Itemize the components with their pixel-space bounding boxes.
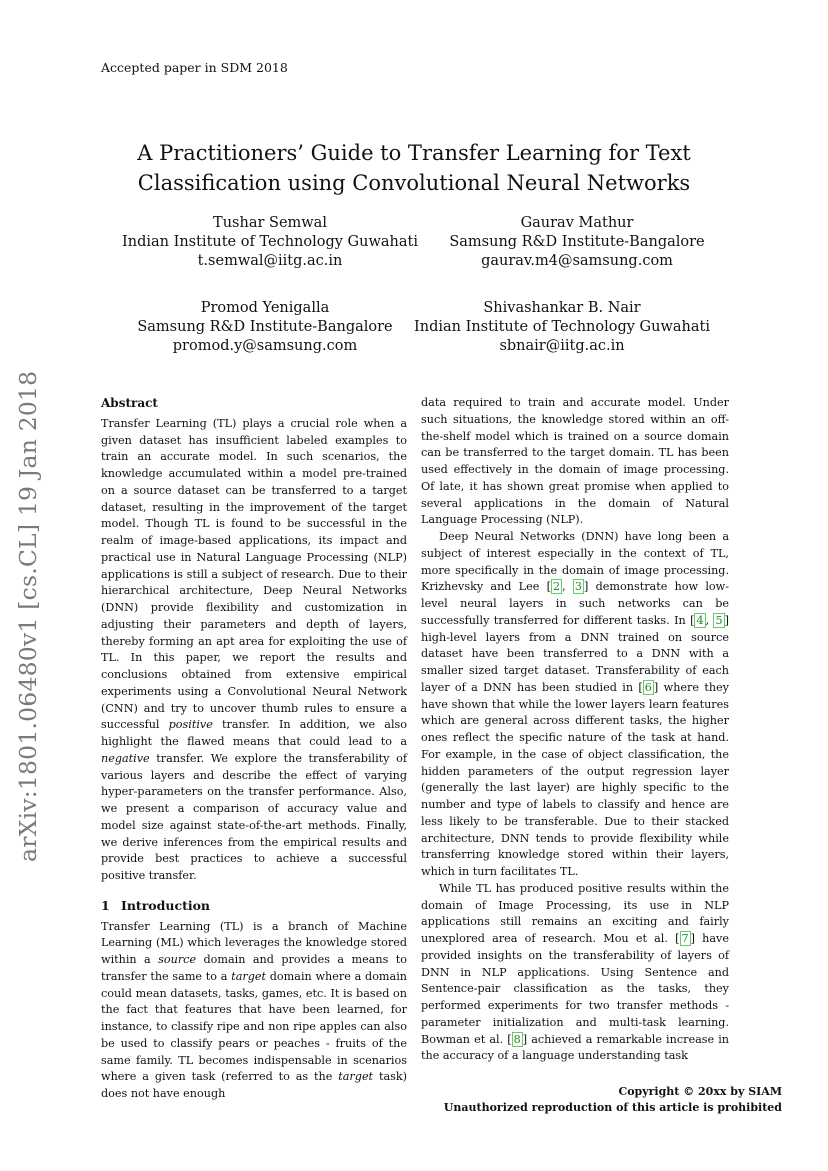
section-heading <box>101 898 407 915</box>
citation-link[interactable]: 5 <box>715 613 723 627</box>
section-title: Introduction <box>121 897 211 913</box>
author-block-3 <box>110 299 420 356</box>
right-column <box>421 395 729 1065</box>
header-note: Accepted paper in SDM 2018 <box>101 60 288 75</box>
intro-paragraph: Transfer Learning (TL) is a branch of Machine Learning (ML) which leverages the knowledge stored within a source domain and provides a means to transfer the same to a target domain where a domain could mean datasets, tasks, games, etc. It is based on the fact that features that have been learned, for instance, to classify ripe and non ripe apples can also be used to classify pears or peaches - fruits of the same family. TL becomes indispensable in scenarios where a given task (referred to as the target task) does not have enough <box>101 919 408 1100</box>
footer-copyright: Copyright © 20xx by SIAM <box>618 1085 782 1098</box>
author-block-1 <box>110 214 430 271</box>
author-email: t.semwal@iitg.ac.in <box>197 253 343 269</box>
author-name: Promod Yenigalla <box>200 300 330 316</box>
author-email: gaurav.m4@samsung.com <box>481 253 673 269</box>
footer-notice: Unauthorized reproduction of this article is prohibited <box>443 1101 782 1114</box>
title-line-2: Classification using Convolutional Neural Networks <box>137 171 691 195</box>
citation-link[interactable]: 3 <box>574 580 583 594</box>
citation-link[interactable]: 4 <box>696 613 704 627</box>
author-affiliation: Indian Institute of Technology Guwahati <box>414 319 710 335</box>
citation-link[interactable]: 2 <box>552 580 561 594</box>
author-name: Shivashankar B. Nair <box>483 300 641 316</box>
author-email: promod.y@samsung.com <box>172 338 358 354</box>
author-affiliation: Samsung R&D Institute-Bangalore <box>449 234 705 250</box>
citation-link[interactable]: 6 <box>644 680 652 694</box>
body-paragraph: Deep Neural Networks (DNN) have long been a subject of interest especially in the context of TL, more specifically in the domain of image processing. Krizhevsky and Lee [ 2 , 3 ] demonstrate how low-level neural layers in such networks can be successfully transferred for different tasks. In [ 4 , 5 ] high-level layers from a DNN trained on source dataset have been transferred to a DNN with a smaller sized target dataset. Transferability of each layer of a DNN has been studied in [ 6 ] where they have shown that while the lower layers learn features which are general across different tasks, the higher ones reflect the specific nature of the task at hand. For example, in the case of object classification, the hidden parameters of the output regression layer (generally the last layer) are highly specific to the number and type of labels to classify and hence are less likely to be transferable. Due to their stacked architecture, DNN tends to provide flexibility while transferring knowledge stored within their layers, which in turn facilitates TL. <box>421 530 729 878</box>
abstract-heading: Abstract <box>101 396 158 410</box>
author-name: Tushar Semwal <box>213 215 327 231</box>
body-paragraph: data required to train and accurate model. Under such situations, the knowledge stored within an off-the-shelf model which is trained on a source domain can be transferred to the target domain. TL has been used effectively in the domain of image processing. Of late, it has shown great promise when applied to several applications in the domain of Natural Language Processing (NLP). <box>421 396 729 527</box>
body-paragraph: While TL has produced positive results within the domain of Image Processing, its use in NLP applications still remains an exciting and fairly unexplored area of research. Mou et al. [ 7 ] have provided insights on the transferability of layers of DNN in NLP applications. Using Sentence and Sentence-pair classification as the tasks, they performed experiments for two transfer methods - parameter initialization and multi-task learning. Bowman et al. [ 8 ] achieved a remarkable increase in the accuracy of a language understanding task <box>421 881 730 1063</box>
citation-link[interactable]: 8 <box>513 1032 521 1046</box>
paper-title <box>60 138 768 198</box>
abstract-text: Transfer Learning (TL) plays a crucial role when a given dataset has insufficient labeled examples to train an accurate model. In such scenarios, the knowledge accumulated within a model pre-trained on a source dataset can be transferred to a target dataset, resulting in the improvement of the target model. Though TL is found to be successful in the realm of image-based applications, its impact and practical use in Natural Language Processing (NLP) applications is still a subject of research. Due to their hierarchical architecture, Deep Neural Networks (DNN) provide flexibility and customization in adjusting their parameters and depth of layers, thereby forming an apt area for exploiting the use of TL. In this paper, we report the results and conclusions obtained from extensive empirical experiments using a Convolutional Neural Network (CNN) and try to uncover thumb rules to ensure a successful positive transfer. In addition, we also highlight the flawed means that could lead to a negative transfer. We explore the transferability of various layers and describe the effect of varying hyper-parameters on the transfer performance. Also, we present a comparison of accuracy value and model size against state-of-the-art methods. Finally, we derive inferences from the empirical results and provide best practices to achieve a successful positive transfer. <box>101 416 407 882</box>
arxiv-identifier: arXiv:1801.06480v1 [cs.CL] 19 Jan 2018 <box>14 370 42 862</box>
section-number: 1 <box>101 897 110 913</box>
author-affiliation: Indian Institute of Technology Guwahati <box>122 234 418 250</box>
author-email: sbnair@iitg.ac.in <box>499 338 625 354</box>
author-name: Gaurav Mathur <box>520 215 634 231</box>
author-block-2 <box>432 214 722 271</box>
author-affiliation: Samsung R&D Institute-Bangalore <box>137 319 393 335</box>
author-block-4 <box>402 299 722 356</box>
left-column <box>101 395 407 1103</box>
citation-link[interactable]: 7 <box>681 932 689 945</box>
title-line-1: A Practitioners’ Guide to Transfer Learning for Text <box>137 141 691 165</box>
